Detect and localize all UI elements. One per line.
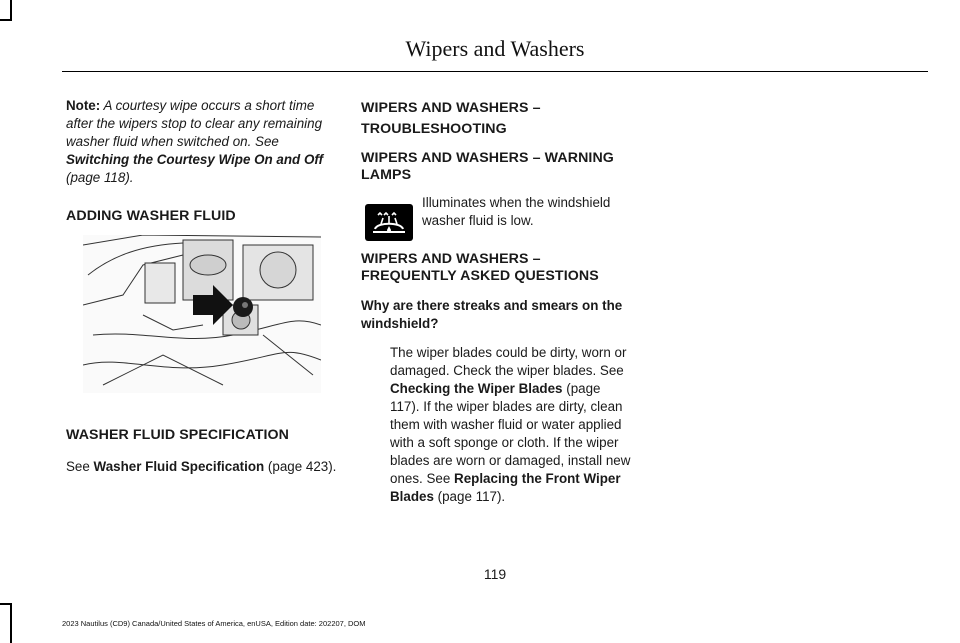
note-label: Note:	[66, 98, 101, 113]
adding-washer-fluid-heading: ADDING WASHER FLUID	[66, 208, 236, 224]
footer-edition: 2023 Nautilus (CD9) Canada/United States of America, enUSA, Edition date: 202207, DOM	[62, 619, 366, 628]
note-page-ref: (page 118).	[66, 170, 134, 185]
spec-paragraph	[66, 458, 342, 476]
spec-section	[66, 426, 342, 476]
warning-lamp-text: Illuminates when the windshield washer fluid is low.	[422, 195, 611, 228]
warning-lamps-heading: WIPERS AND WASHERS – WARNING LAMPS	[361, 150, 614, 183]
right-column	[361, 99, 633, 506]
replacing-wiper-blades-link[interactable]: Replacing the Front Wiper Blades	[390, 471, 621, 504]
washer-fluid-low-warning-icon	[365, 204, 413, 241]
note-paragraph	[66, 97, 342, 187]
answer-text-1: The wiper blades could be dirty, worn or damaged. Check the wiper blades. See	[390, 345, 627, 378]
washer-fluid-spec-heading: WASHER FLUID SPECIFICATION	[66, 427, 290, 443]
faq-question: Why are there streaks and smears on the windshield?	[361, 298, 623, 331]
left-column	[66, 97, 342, 226]
note-text: A courtesy wipe occurs a short time after the wipers stop to clear any remaining washer fluid when switched on. See	[66, 98, 323, 149]
faq-answer	[361, 344, 633, 506]
courtesy-wipe-link[interactable]: Switching the Courtesy Wipe On and Off	[66, 152, 324, 167]
troubleshooting-heading-line1: WIPERS AND WASHERS –	[361, 100, 541, 116]
crop-mark-top-left-h	[0, 19, 12, 21]
answer-text-3: (page 117).	[433, 489, 506, 504]
checking-wiper-blades-link[interactable]: Checking the Wiper Blades	[390, 381, 563, 396]
spec-page-ref: (page 423).	[264, 459, 337, 474]
crop-mark-bottom-left-h	[0, 603, 12, 605]
page-number: 119	[483, 566, 507, 582]
crop-mark-top-left-v	[10, 0, 12, 20]
crop-mark-bottom-left-v	[10, 603, 12, 643]
washer-fluid-reservoir-illustration	[83, 235, 321, 393]
answer-text-2: (page 117). If the wiper blades are dirty, clean them with washer fluid or water applied with a soft sponge or cloth. If the wiper blades are worn or damaged, install new ones. See	[390, 381, 631, 486]
spec-see: See	[66, 459, 94, 474]
washer-fluid-spec-link[interactable]: Washer Fluid Specification	[93, 459, 265, 474]
troubleshooting-heading-line2: TROUBLESHOOTING	[361, 121, 507, 137]
faq-heading: WIPERS AND WASHERS – FREQUENTLY ASKED QUESTIONS	[361, 251, 599, 284]
header-rule	[62, 71, 928, 72]
page-header-title: Wipers and Washers	[405, 36, 585, 61]
